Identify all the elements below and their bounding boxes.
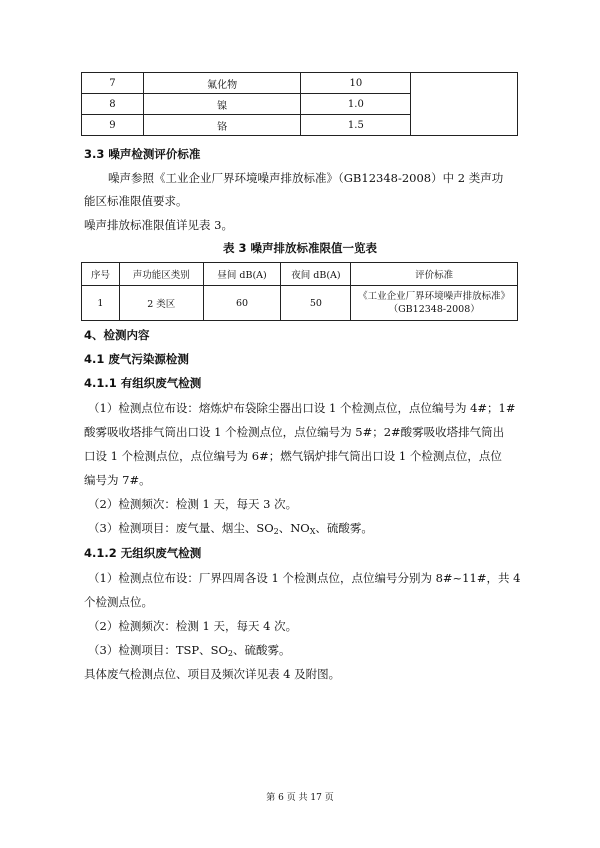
noise-limit-table: [81, 262, 518, 321]
table-caption: 表 3 噪声排放标准限值一览表: [222, 241, 377, 255]
section-heading-4-1-1: 4.1.1 有组织废气检测: [84, 376, 202, 390]
page-footer: 第 6 页 共 17 页: [266, 793, 334, 803]
limit-value: 1.0: [301, 94, 411, 115]
pollutant-name: 铬: [143, 115, 301, 136]
section-heading-3-3: 3.3 噪声检测评价标准: [84, 147, 201, 161]
paragraph-line: 噪声参照《工业企业厂界环境噪声排放标准》（GB12348-2008）中 2 类声功: [108, 171, 504, 185]
column-header: 序号: [82, 263, 120, 286]
paragraph-line: （1）检测点位布设：熔炼炉布袋除尘器出口设 1 个检测点位，点位编号为 4#；1#: [88, 401, 516, 415]
standard-name: 《工业企业厂界环境噪声排放标准》: [358, 291, 511, 302]
paragraph-line: （2）检测频次：检测 1 天，每天 4 次。: [88, 619, 298, 633]
merged-standard-cell: [411, 73, 518, 136]
paragraph-line: 噪声排放标准限值详见表 3。: [84, 218, 233, 232]
nighttime-limit: 50: [281, 286, 351, 321]
paragraph-line: 编号为 7#。: [84, 473, 151, 487]
paragraph-line: [88, 642, 291, 658]
paragraph-line: [88, 520, 373, 536]
section-heading-4: 4、检测内容: [84, 328, 150, 342]
pollutant-name: 氟化物: [143, 73, 301, 94]
column-header: 昼间 dB(A): [203, 263, 281, 286]
daytime-limit: 60: [203, 286, 281, 321]
pollutant-name: 镍: [143, 94, 301, 115]
paragraph-line: （1）检测点位布设：厂界四周各设 1 个检测点位，点位编号分别为 8#~11#，共 4: [88, 571, 521, 585]
table-row: [82, 73, 518, 94]
limit-value: 1.5: [301, 115, 411, 136]
section-heading-4-1-2: 4.1.2 无组织废气检测: [84, 546, 202, 560]
text-segment: （3）检测项目：废气量、烟尘、SO: [88, 521, 274, 535]
paragraph-line: 口设 1 个检测点位，点位编号为 6#；燃气锅炉排气筒出口设 1 个检测点位，点位: [84, 449, 502, 463]
evaluation-standard: [351, 286, 518, 321]
zone-category: 2 类区: [119, 286, 203, 321]
paragraph-line: （2）检测频次：检测 1 天，每天 3 次。: [88, 497, 298, 511]
row-number: 1: [82, 286, 120, 321]
column-header: 声功能区类别: [119, 263, 203, 286]
paragraph-line: 个检测点位。: [84, 595, 153, 609]
subscript: 2: [273, 527, 279, 536]
table-header-row: [82, 263, 518, 286]
limit-value: 10: [301, 73, 411, 94]
paragraph-line: 能区标准限值要求。: [84, 194, 188, 208]
table-row: [82, 286, 518, 321]
paragraph-line: 具体废气检测点位、项目及频次详见表 4 及附图。: [84, 667, 341, 681]
column-header: 夜间 dB(A): [281, 263, 351, 286]
standard-code: （GB12348-2008）: [388, 304, 480, 315]
text-segment: 、NO: [278, 521, 310, 535]
section-heading-4-1: 4.1 废气污染源检测: [84, 352, 189, 366]
row-number: 9: [82, 115, 144, 136]
limit-table-continued: [81, 72, 518, 136]
paragraph-line: 酸雾吸收塔排气筒出口设 1 个检测点位，点位编号为 5#；2#酸雾吸收塔排气筒出: [84, 425, 505, 439]
subscript: 2: [227, 649, 234, 658]
text-segment: （3）检测项目：TSP、SO: [88, 643, 228, 657]
subscript: X: [309, 527, 316, 536]
row-number: 7: [82, 73, 144, 94]
text-segment: 、硫酸雾。: [233, 643, 291, 657]
column-header: 评价标准: [351, 263, 518, 286]
text-segment: 、硫酸雾。: [315, 521, 373, 535]
row-number: 8: [82, 94, 144, 115]
